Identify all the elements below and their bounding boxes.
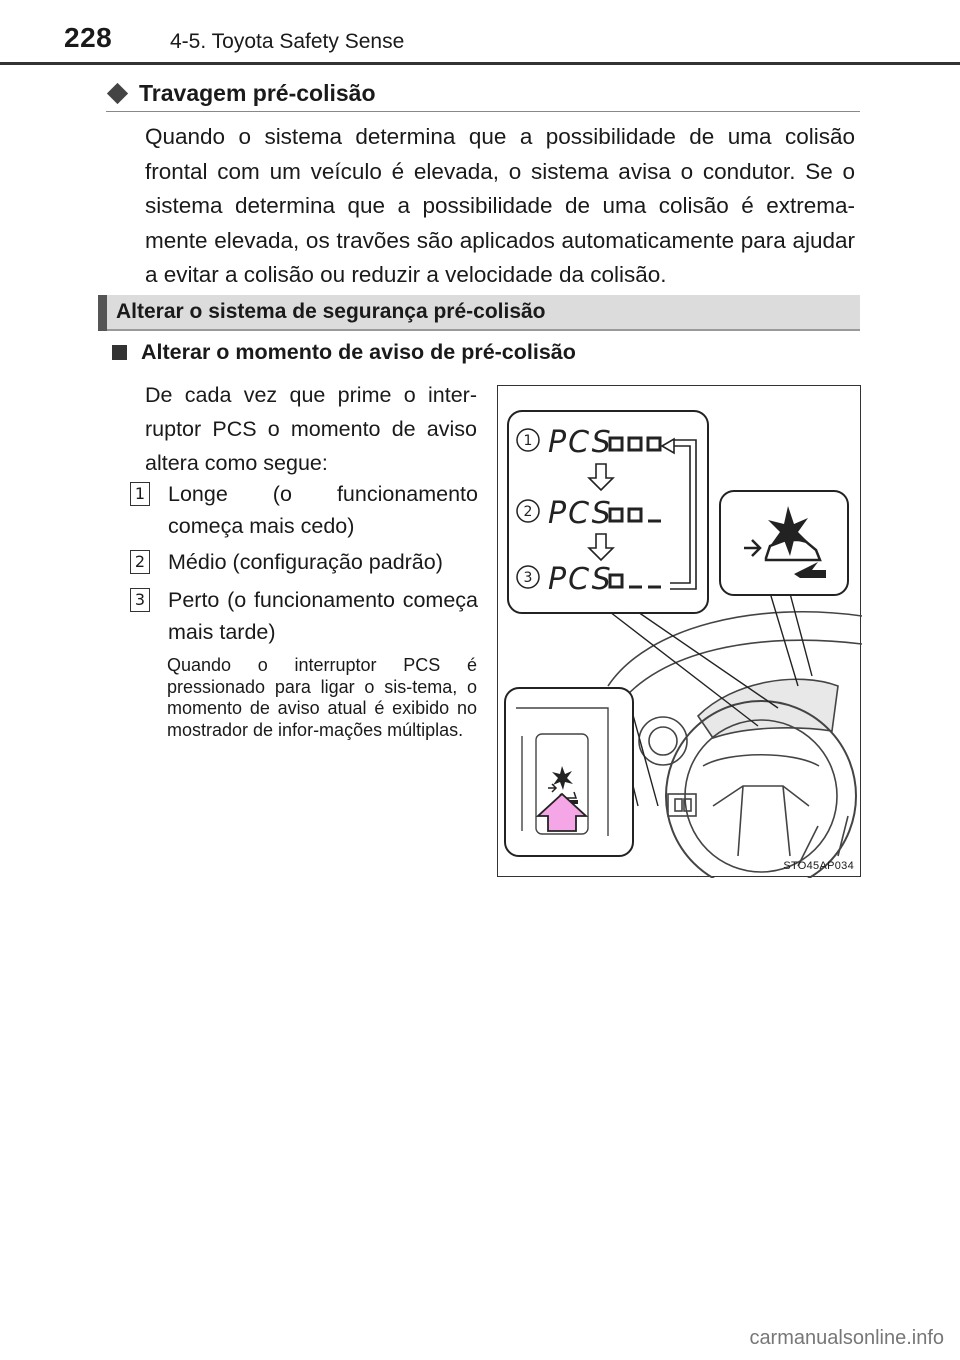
pcs-warning-box bbox=[720, 491, 848, 595]
header-divider bbox=[0, 62, 960, 65]
list-item bbox=[130, 584, 478, 648]
page-header bbox=[0, 0, 960, 66]
note-text: Quando o interruptor PCS é pressionado para ligar o sis-tema, o momento de aviso atual é exibido no mostrador de infor-mações múltiplas. bbox=[167, 655, 477, 740]
section1-title: Travagem pré-colisão bbox=[139, 79, 376, 106]
pcs-switch-figure bbox=[497, 385, 861, 877]
chapter-title: 4-5. Toyota Safety Sense bbox=[170, 30, 405, 53]
display-pcs-text: PCS bbox=[548, 496, 613, 531]
number-badge: 3 bbox=[130, 588, 150, 612]
display-label: 2 bbox=[523, 504, 533, 520]
diamond-bullet-icon bbox=[107, 82, 128, 103]
list-item bbox=[130, 546, 478, 578]
section-heading-pre-collision-braking bbox=[106, 78, 860, 112]
dashboard-illustration bbox=[498, 386, 862, 878]
subheading-text: Alterar o momento de aviso de pré-colisão bbox=[141, 340, 576, 364]
list-item-text: Perto (o funcionamento começa mais tarde) bbox=[168, 588, 478, 644]
subheading-warning-timing bbox=[112, 340, 576, 365]
section2-title: Alterar o sistema de segurança pré-colisão bbox=[116, 300, 546, 323]
number-badge: 2 bbox=[130, 550, 150, 574]
list-item-text: Médio (configuração padrão) bbox=[168, 550, 443, 574]
display-pcs-text: PCS bbox=[548, 562, 613, 597]
section1-paragraph: Quando o sistema determina que a possibilidade de uma colisão frontal com um veículo é elevada, o sistema avisa o condutor. Se o sistema determina que a possibilidade de uma colisão é extrema-mente elevada, os travões são aplicados automaticamente para ajudar a evitar a colisão ou reduzir a velocidade da colisão. bbox=[145, 124, 855, 287]
page-number: 228 bbox=[64, 22, 113, 53]
display-label: 1 bbox=[523, 433, 533, 449]
display-pcs-text: PCS bbox=[548, 425, 613, 460]
square-bullet-icon bbox=[112, 345, 127, 360]
number-badge: 1 bbox=[130, 482, 150, 506]
section1-divider bbox=[106, 111, 860, 112]
intro-text: De cada vez que prime o inter-ruptor PCS o momento de aviso altera como segue: bbox=[145, 383, 477, 475]
display-label: 3 bbox=[523, 570, 533, 586]
list-item bbox=[130, 478, 478, 542]
section2-band bbox=[98, 295, 860, 331]
list-item-text: Longe (o funcionamento começa mais cedo) bbox=[168, 482, 478, 538]
band-accent-bar bbox=[98, 295, 107, 331]
figure-code: STO45AP034 bbox=[783, 860, 854, 872]
watermark: carmanualsonline.info bbox=[749, 1327, 944, 1349]
